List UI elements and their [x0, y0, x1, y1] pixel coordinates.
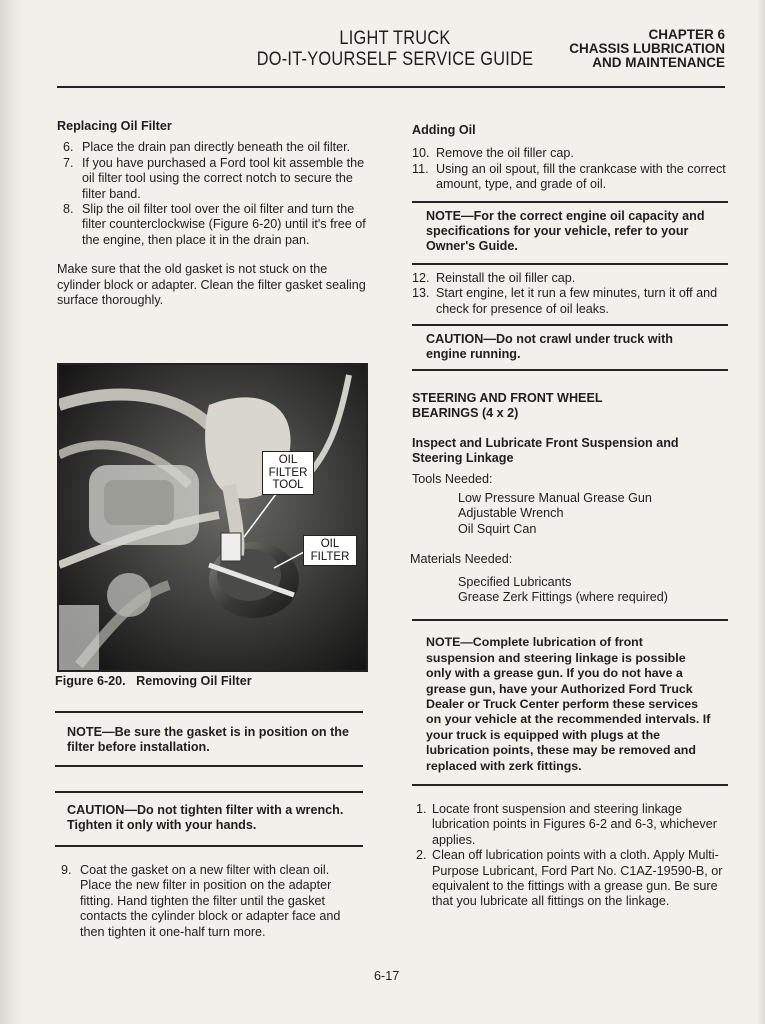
subheading-inspect-lubricate: Inspect and Lubricate Front Suspension and Steering Linkage: [412, 435, 679, 466]
tools-needed-label: Tools Needed:: [412, 471, 493, 486]
list-item: 2. Clean off lubrication points with a cloth. Apply Multi-Purpose Lubricant, Ford Part No. C1AZ-19590-B, or equivalent to the fittings with a grease gun. Be sure that you lubricate all fittings on the linkage.: [416, 848, 723, 909]
callout-oil-filter: OIL FILTER: [303, 535, 357, 566]
section-title-steering: STEERING AND FRONT WHEEL BEARINGS (4 x 2): [412, 390, 603, 421]
figure-6-20-photo: [57, 363, 368, 672]
note-grease-gun-box: [412, 619, 728, 786]
running-title: [253, 28, 537, 70]
figure-caption: Figure 6-20. Removing Oil Filter: [55, 674, 252, 688]
caution-crawl-box: [412, 324, 728, 371]
steps-1-2: [412, 802, 728, 910]
page-number: 6-17: [374, 969, 400, 983]
note-grease-gun-text: NOTE—Complete lubrication of front suspension and steering linkage is possible only with a grease gun. If you do not have a grease gun, have your Authorized Ford Truck Dealer or Truck Center perform these services on your vehicle at the recommended intervals. If your truck is equipped with plugs at the lubrication points, these may be removed and replaced with zerk fittings.: [426, 635, 711, 773]
caution-crawl-text: CAUTION—Do not crawl under truck with engine running.: [426, 332, 673, 362]
title-line-1: LIGHT TRUCK: [339, 28, 451, 49]
step-9: [55, 863, 363, 940]
section-line-2: AND MAINTENANCE: [592, 55, 725, 70]
tools-list: [412, 491, 728, 537]
note-gasket-box: [55, 711, 363, 767]
list-item: 7. If you have purchased a Ford tool kit assemble the oil filter tool using the correct notch to secure the filter band.: [63, 155, 365, 201]
header-rule: [57, 86, 725, 88]
materials-list: [412, 575, 728, 606]
page-binding-shadow: [0, 0, 22, 1024]
list-item: Low Pressure Manual Grease Gun: [458, 490, 652, 505]
list-item: 10. Remove the oil filler cap.: [412, 146, 574, 161]
callout-oil-filter-tool: OIL FILTER TOOL: [262, 451, 314, 495]
list-item: 12. Reinstall the oil filler cap.: [412, 270, 576, 285]
note-gasket-text: NOTE—Be sure the gasket is in position on the filter before installation.: [67, 725, 350, 755]
list-item: Specified Lubricants: [458, 574, 572, 589]
engine-photo-illustration: [59, 365, 366, 670]
note-oil-capacity-text: NOTE—For the correct engine oil capacity and specifications for your vehicle, refer to your Owner's Guide.: [426, 208, 705, 254]
materials-needed-label: Materials Needed:: [410, 552, 513, 567]
right-column: [412, 123, 728, 910]
chapter-heading: [569, 28, 725, 70]
section-heading-replacing-oil-filter: Replacing Oil Filter: [57, 119, 172, 133]
note-oil-capacity-box: [412, 201, 728, 265]
caution-tighten-text: CAUTION—Do not tighten filter with a wrench. Tighten it only with your hands.: [67, 803, 344, 833]
list-item: 8. Slip the oil filter tool over the oil filter and turn the filter counterclockwise (Figure 6-20) until it's free of the engine, then place it in the drain pan.: [63, 202, 366, 247]
list-item: 11. Using an oil spout, fill the crankcase with the correct amount, type, and grade of oil.: [412, 161, 726, 192]
list-item: 6. Place the drain pan directly beneath the oil filter.: [63, 140, 351, 155]
list-item: Oil Squirt Can: [458, 521, 537, 536]
page-edge: [757, 0, 765, 1024]
title-line-2: DO-IT-YOURSELF SERVICE GUIDE: [256, 49, 534, 70]
list-item: Grease Zerk Fittings (where required): [458, 589, 668, 604]
steps-6-8: [57, 140, 373, 248]
steps-10-11: [412, 146, 728, 192]
caution-tighten-box: [55, 791, 363, 847]
steps-12-13: [412, 271, 728, 317]
chapter-label: CHAPTER 6: [648, 27, 725, 42]
list-item: 13. Start engine, let it run a few minutes, turn it off and check for presence of oil leaks.: [412, 286, 718, 316]
list-item: Adjustable Wrench: [458, 506, 564, 521]
list-item: 9. Coat the gasket on a new filter with clean oil. Place the new filter in position on the adapter fitting. Hand tighten the filter until the gasket contacts the cylinder block or adapter face and then tighten it one-half turn more.: [61, 863, 341, 939]
left-column-bottom: [55, 711, 363, 940]
section-heading-adding-oil: Adding Oil: [412, 123, 476, 137]
left-column-top: [57, 119, 373, 308]
section-line-1: CHASSIS LUBRICATION: [569, 41, 725, 56]
gasket-paragraph: Make sure that the old gasket is not stuck on the cylinder block or adapter. Clean the filter gasket sealing surface thoroughly.: [57, 262, 366, 308]
list-item: 1. Locate front suspension and steering linkage lubrication points in Figures 6-2 and 6-3, whichever applies.: [416, 802, 717, 847]
